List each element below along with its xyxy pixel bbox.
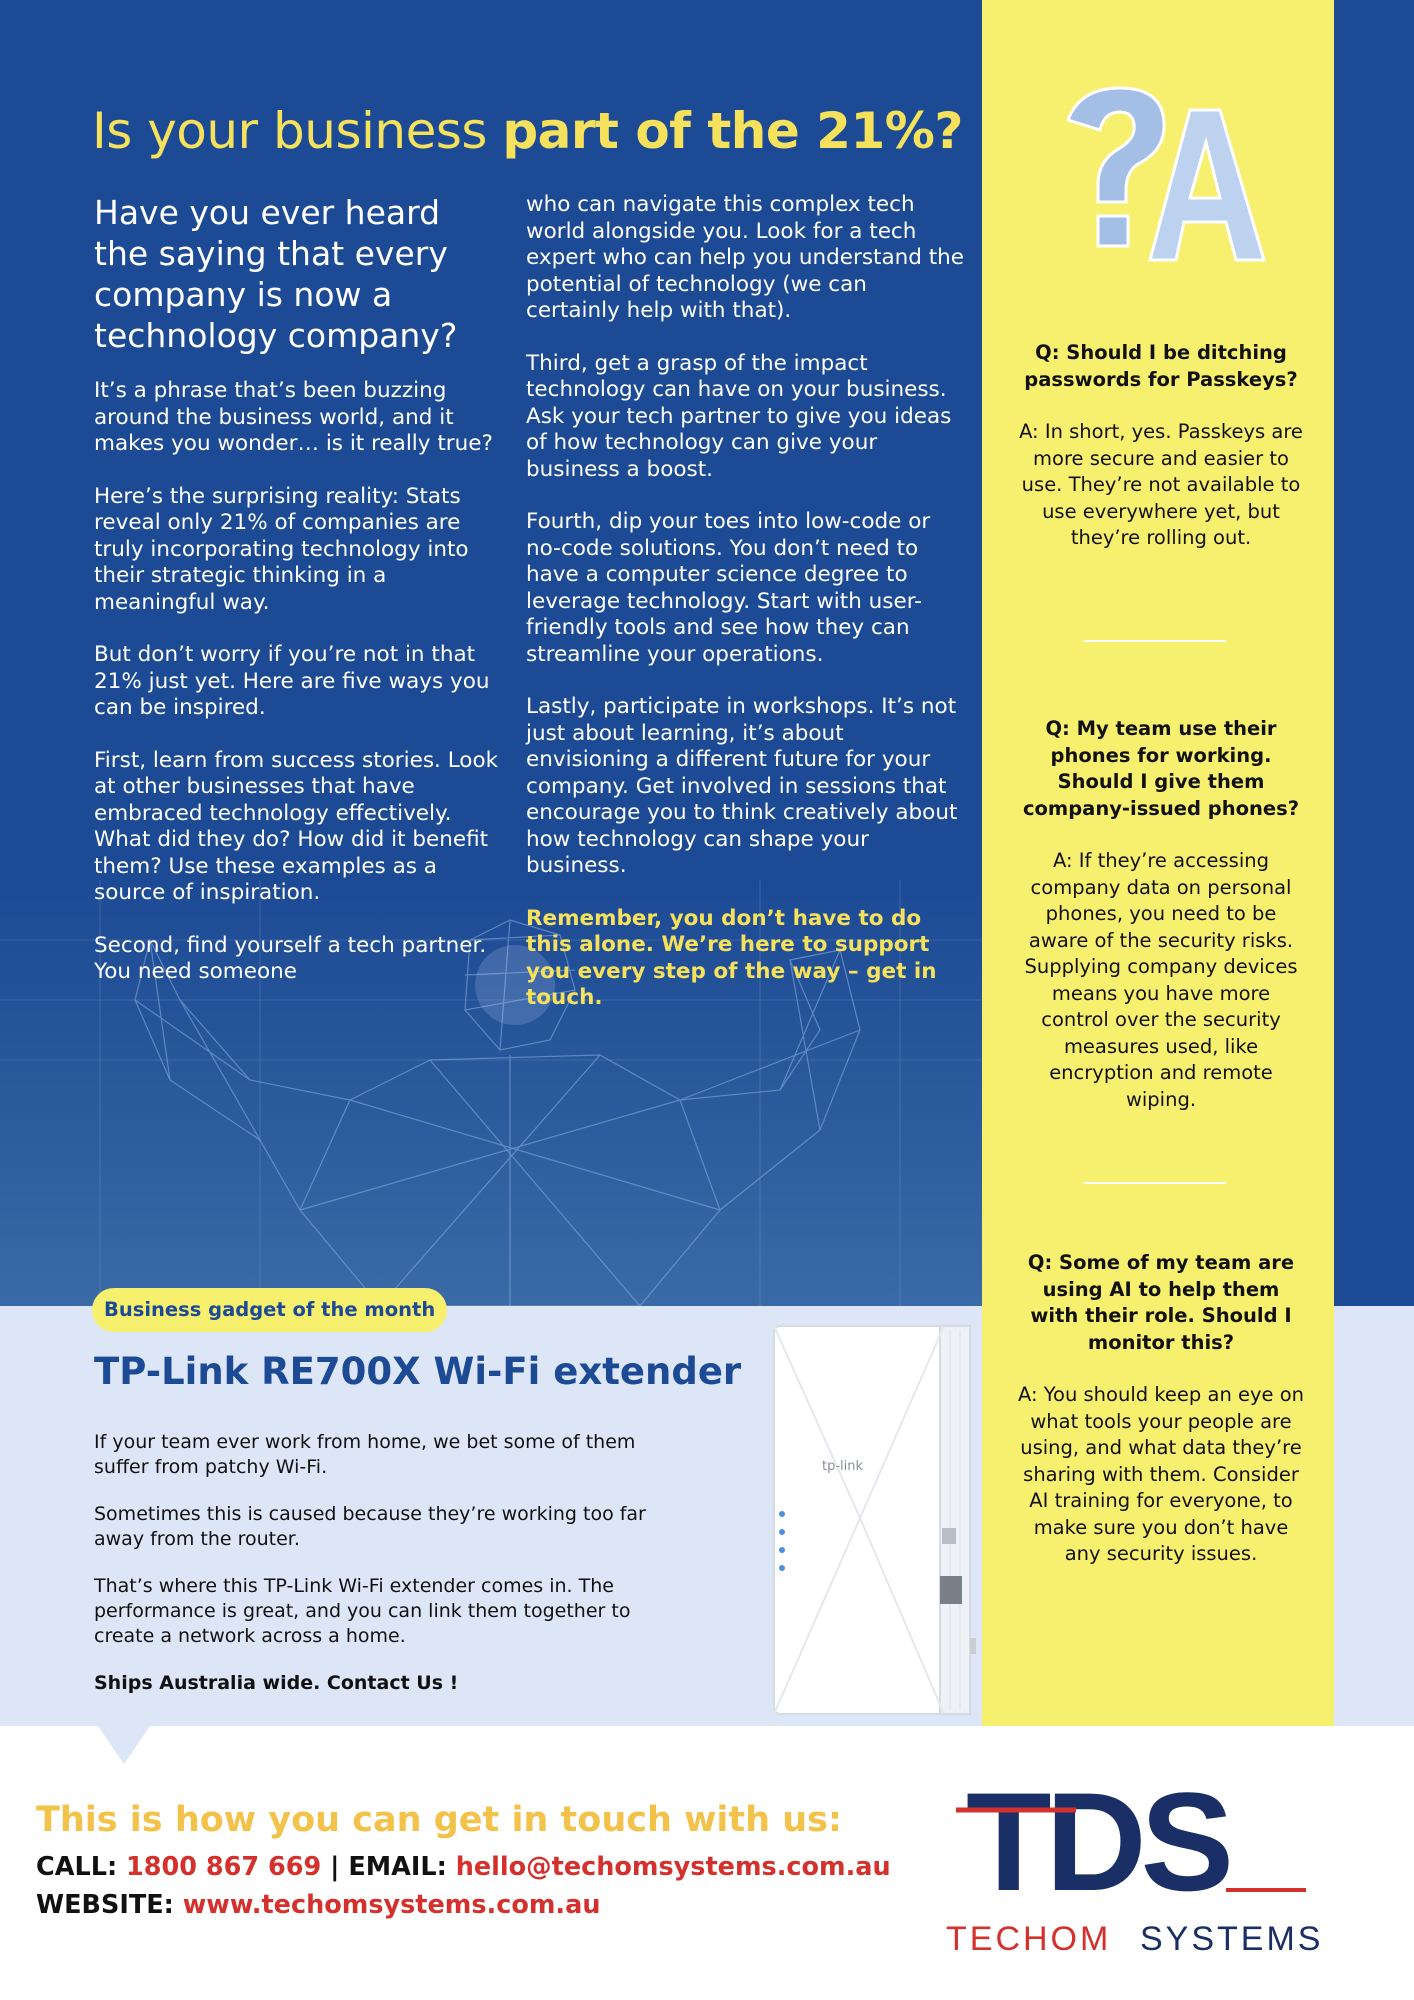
website-label: WEBSITE: [36,1890,174,1920]
qa-item [1016,340,1306,552]
qa-question: Q: Should I be ditching passwords for Passkeys? [1024,341,1298,391]
page-title [92,102,972,160]
qa-answer: A: In short, yes. Passkeys are more secure and easier to use. They’re not available to use everywhere yet, but they’re rolling out. [1019,420,1303,549]
website-link[interactable]: www.techomsystems.com.au [182,1890,601,1920]
separator: | [330,1852,340,1882]
wifi-extender-image [770,1318,980,1718]
qa-answer: A: If they’re accessing company data on personal phones, you need to be aware of the security risks. Supplying company devices means you have more control over the security measures used, like encryption and remote wiping. [1024,849,1298,1111]
qa-item [1016,716,1306,1113]
article-paragraph: Fourth, dip your toes into low-code or no-code solutions. You don’t need to have a computer science degree to leverage technology. Start with user-friendly tools and see how they can streamline your operations. [526,509,931,667]
qa-divider [1084,640,1226,642]
logo-word-techom: TECHOM [946,1920,1112,1958]
gadget-shipping-note: Ships Australia wide. Contact Us ! [94,1672,459,1694]
article-paragraph: Third, get a grasp of the impact technology can have on your business. Ask your tech partner to give you ideas of how technology can give your business a boost. [526,350,952,482]
qa-question: Q: My team use their phones for working. Should I give them company-issued phones? [1022,717,1300,820]
article-paragraph: Second, find yourself a tech partner. You need someone [94,932,487,984]
speech-notch [98,1726,150,1764]
qa-question: Q: Some of my team are using AI to help them with their role. Should I monitor this? [1027,1251,1295,1354]
call-label: CALL: [36,1852,118,1882]
device-brand-label: tp-link [822,1459,864,1474]
article-paragraph: who can navigate this complex tech world alongside you. Look for a tech expert who can help you understand the potential of technology (we can certainly help with that). [526,192,965,323]
email-link[interactable]: hello@techomsystems.com.au [455,1852,891,1882]
headline-bold: part of the 21%? [502,102,963,160]
article-paragraph: First, learn from success stories. Look at other businesses that have embraced technology effectively. What did they do? How did it benefit them? Use these examples as a source of inspiration. [94,747,499,905]
phone-link[interactable]: 1800 867 669 [126,1852,322,1882]
gadget-paragraph: Sometimes this is caused because they’re working too far away from the router. [94,1503,646,1550]
headline-normal: Is your business [92,102,503,160]
gadget-badge: Business gadget of the month [92,1288,447,1332]
qa-divider [1084,1182,1226,1184]
gadget-description [94,1430,654,1718]
gadget-paragraph: If your team ever work from home, we bet some of them suffer from patchy Wi-Fi. [94,1431,636,1478]
gadget-title: TP-Link RE700X Wi-Fi extender [94,1350,742,1393]
article-paragraph: Lastly, participate in workshops. It’s not just about learning, it’s about envisioning a different future for your company. Get involved in sessions that encourage you to think creatively about how technology can shape your business. [526,694,958,878]
contact-call-email [36,1852,891,1882]
contact-heading: This is how you can get in touch with us: [36,1800,842,1840]
gadget-paragraph: That’s where this TP-Link Wi-Fi extender comes in. The performance is great, and you can link them together to create a network across a home. [94,1575,631,1647]
article-callout: Remember, you don’t have to do this alone. We’re here to support you every step of the way – get in touch. [526,905,937,1010]
logo-word-systems: SYSTEMS [1140,1920,1324,1958]
contact-website [36,1890,600,1920]
article-intro: Have you ever heard the saying that every company is now a technology company? [94,193,458,355]
article-paragraph: But don’t worry if you’re not in that 21% just yet. Here are five ways you can be inspired. [94,642,490,720]
qa-graphic-icon [1040,80,1280,280]
article-paragraph: Here’s the surprising reality: Stats reveal only 21% of companies are truly incorporating technology into their strategic thinking in a meaningful way. [94,483,469,615]
logo-mark: TDS [966,1772,1228,1920]
article-right-column [526,192,966,1012]
techom-systems-logo [926,1772,1376,1972]
qa-item [1016,1250,1306,1568]
article-paragraph: It’s a phrase that’s been buzzing around the business world, and it makes you wonder… is it really true? [94,378,493,456]
qa-answer: A: You should keep an eye on what tools your people are using, and what data they’re sharing with them. Consider AI training for everyone, to make sure you don’t have any security issues. [1017,1383,1305,1565]
article-left-column [94,192,502,1012]
email-label: EMAIL: [348,1852,447,1882]
